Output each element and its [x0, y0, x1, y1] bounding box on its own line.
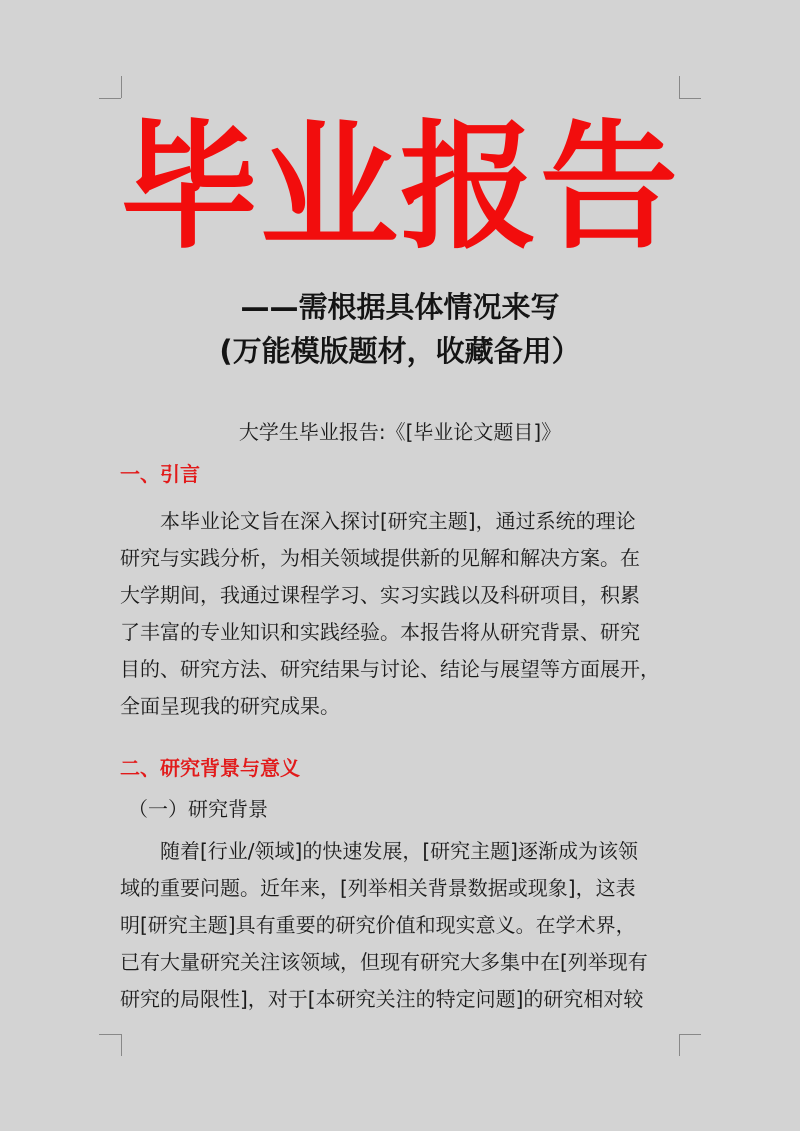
section-1-paragraph — [120, 503, 682, 725]
paragraph-line: 研究与实践分析，为相关领域提供新的见解和解决方案。在 — [120, 546, 640, 570]
paragraph-line: 目的、研究方法、研究结果与讨论、结论与展望等方面展开， — [120, 657, 660, 681]
paragraph-line: 大学期间，我通过课程学习、实习实践以及科研项目，积累 — [120, 583, 640, 607]
subtitle-line-1: ——需根据具体情况来写 — [240, 290, 560, 324]
paragraph-line: 研究的局限性]，对于[本研究关注的特定问题]的研究相对较 — [120, 987, 644, 1011]
section-2-paragraph — [120, 833, 682, 1018]
subtitle-line-2: (万能模版题材，收藏备用） — [219, 334, 581, 368]
section-2-heading: 二、研究背景与意义 — [120, 756, 300, 780]
paragraph-line: 明[研究主题]具有重要的研究价值和现实意义。在学术界， — [120, 913, 636, 937]
big-title: 毕业报告 — [119, 107, 680, 268]
paragraph-line: 全面呈现我的研究成果。 — [120, 694, 340, 718]
paragraph-line: 已有大量研究关注该领域，但现有研究大多集中在[列举现有 — [120, 950, 648, 974]
paragraph-line: 域的重要问题。近年来，[列举相关背景数据或现象]，这表 — [120, 876, 636, 900]
paragraph-line: 随着[行业/领域]的快速发展，[研究主题]逐渐成为该领 — [120, 839, 638, 863]
paragraph-line: 本毕业论文旨在深入探讨[研究主题]，通过系统的理论 — [120, 509, 636, 533]
paragraph-line: 了丰富的专业知识和实践经验。本报告将从研究背景、研究 — [120, 620, 640, 644]
section-2-subheading: （一）研究背景 — [128, 797, 268, 821]
report-title: 大学生毕业报告:《[毕业论文题目]》 — [238, 420, 562, 444]
section-1-heading: 一、引言 — [120, 462, 200, 486]
